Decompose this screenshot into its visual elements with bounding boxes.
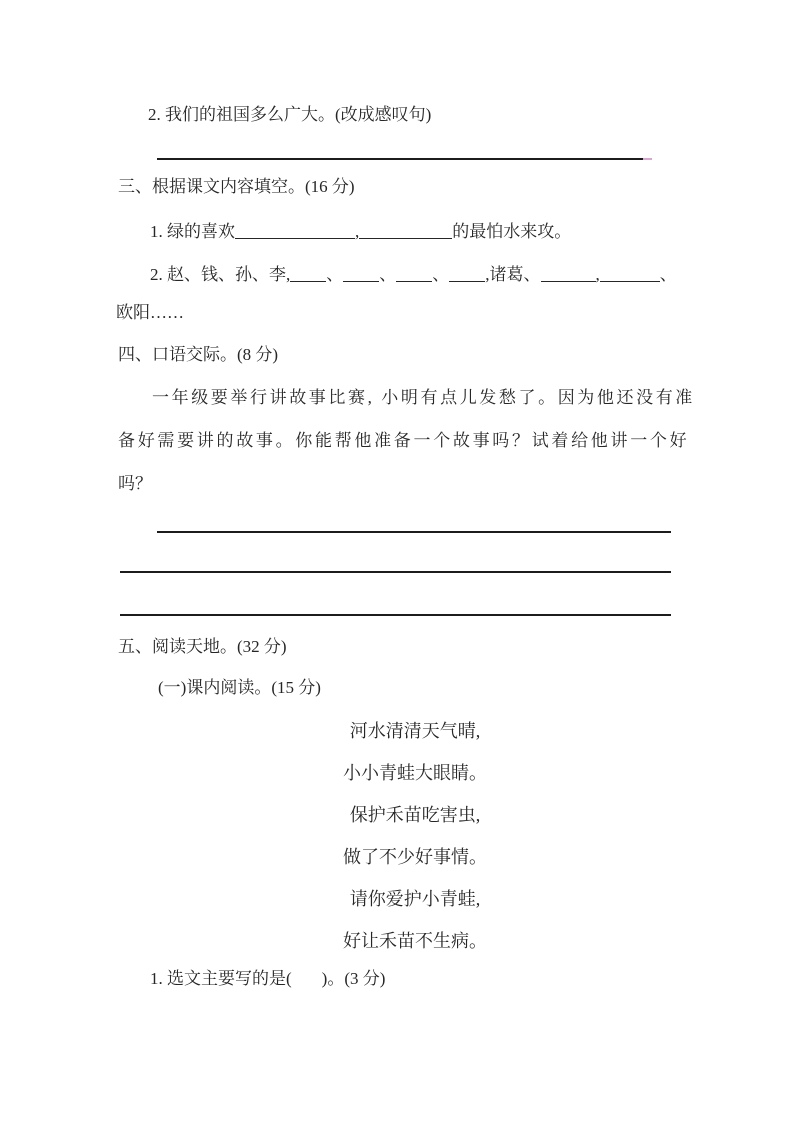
separator: 、: [379, 265, 397, 284]
line-end-artifact: [643, 158, 652, 160]
item-text: 1. 绿的喜欢: [150, 222, 235, 241]
answer-line-1: [157, 158, 643, 160]
fill-blank: [541, 267, 596, 282]
comma: ,: [485, 265, 490, 284]
question-text: )。(3 分): [321, 969, 386, 988]
speaking-prompt-line-1: 一年级要举行讲故事比赛, 小明有点儿发愁了。因为他还没有准: [152, 388, 695, 407]
speaking-prompt-line-2: 备好需要讲的故事。你能帮他准备一个故事吗？试着给他讲一个好: [118, 431, 690, 450]
section-3-item-2-overflow: 欧阳……: [116, 303, 184, 322]
section-4-heading: 四、口语交际。(8 分): [118, 345, 279, 364]
separator: 、: [432, 265, 450, 284]
fill-blank: [600, 267, 660, 282]
section-3-item-2: [150, 264, 677, 286]
item-text: 诸葛、: [489, 265, 541, 284]
fill-blank: [396, 267, 432, 282]
comma: ,: [355, 222, 360, 241]
separator: 、: [326, 265, 344, 284]
speaking-prompt-line-3: 吗？: [118, 474, 152, 493]
item-text: 2. 赵、钱、孙、李,: [150, 265, 291, 284]
poem-line: 河水清清天气晴,: [349, 721, 481, 741]
comma: ,: [595, 265, 600, 284]
fill-blank: [359, 224, 452, 239]
section-5-heading: 五、阅读天地。(32 分): [118, 637, 287, 656]
poem-line: 做了不少好事情。: [343, 847, 487, 867]
answer-line-3: [120, 571, 671, 573]
answer-line-2: [157, 531, 671, 533]
answer-paren-gap: [292, 983, 322, 984]
poem-line: 保护禾苗吃害虫,: [349, 805, 481, 825]
fill-blank: [343, 267, 379, 282]
question-text: 1. 选文主要写的是(: [150, 969, 292, 988]
fill-blank: [235, 224, 355, 239]
separator: 、: [659, 265, 677, 284]
subsection-5-1-heading: (一)课内阅读。(15 分): [158, 678, 321, 697]
poem-line: 小小青蛙大眼睛。: [343, 763, 487, 783]
fill-blank: [449, 267, 485, 282]
answer-line-4: [120, 614, 671, 616]
section-3-item-1: [150, 221, 571, 243]
reading-question-1: [150, 968, 385, 990]
item-text: 的最怕水来攻。: [452, 222, 572, 241]
poem-line: 请你爱护小青蛙,: [349, 889, 481, 909]
section-3-heading: 三、根据课文内容填空。(16 分): [118, 177, 355, 196]
fill-blank: [290, 267, 326, 282]
question-2-text: 2. 我们的祖国多么广大。(改成感叹句): [148, 105, 432, 124]
poem-line: 好让禾苗不生病。: [343, 931, 487, 951]
